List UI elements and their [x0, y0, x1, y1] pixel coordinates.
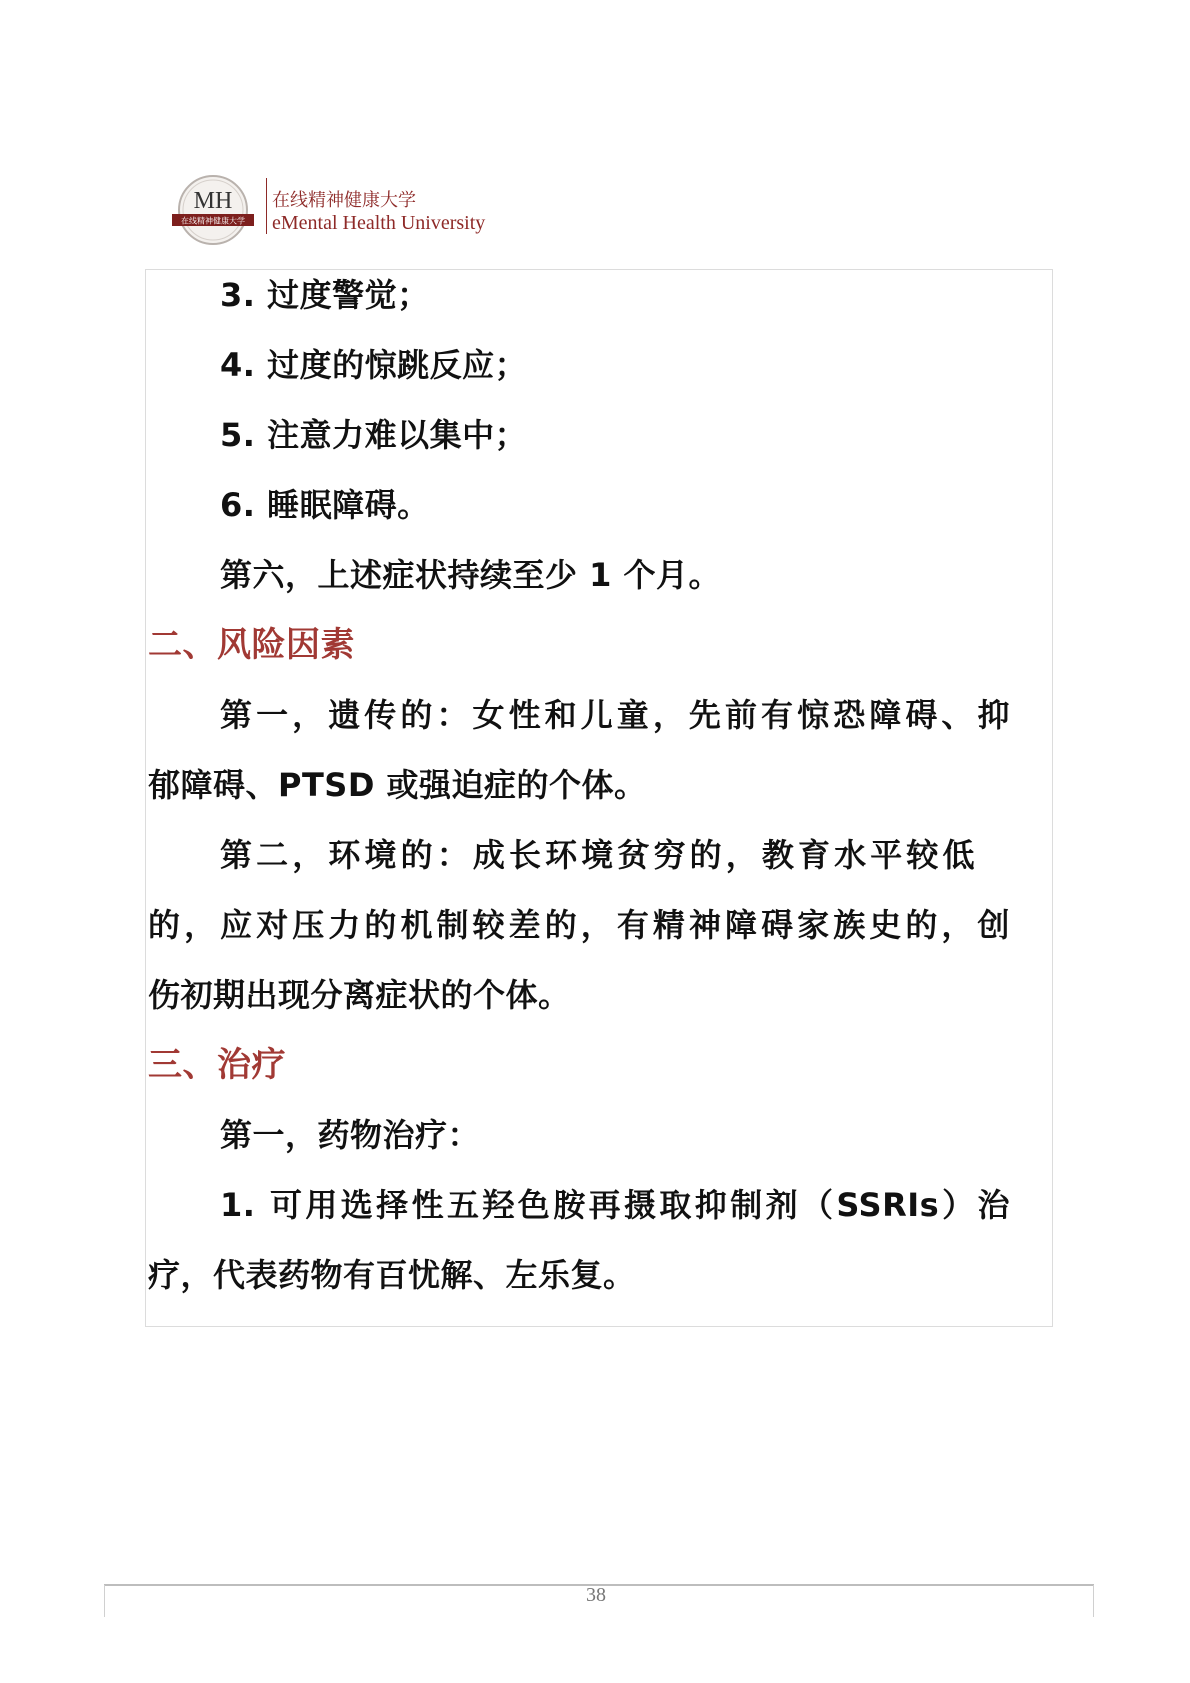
section-heading-risk-factors: 二、风险因素	[148, 625, 355, 665]
brand-name-chinese: 在线精神健康大学	[272, 190, 416, 211]
logo-text: MH	[193, 188, 233, 214]
paragraph-environment-line1: 第二，环境的：成长环境贫穷的，教育水平较低	[220, 836, 975, 874]
header	[172, 174, 502, 246]
paragraph-environment-line3: 伤初期出现分离症状的个体。	[148, 976, 571, 1014]
list-item-5: 5. 注意力难以集中；	[220, 416, 528, 454]
page-number: 38	[586, 1584, 606, 1606]
duration-criterion: 第六，上述症状持续至少 1 个月。	[220, 556, 722, 594]
logo-divider	[266, 178, 267, 234]
university-logo	[172, 174, 254, 246]
paragraph-ssri-line1: 1. 可用选择性五羟色胺再摄取抑制剂（SSRIs）治	[220, 1186, 1010, 1224]
paragraph-genetic-line2: 郁障碍、PTSD 或强迫症的个体。	[148, 766, 647, 804]
list-item-4: 4. 过度的惊跳反应；	[220, 346, 528, 384]
list-item-3: 3. 过度警觉；	[220, 276, 430, 314]
paragraph-medication: 第一，药物治疗：	[220, 1116, 481, 1154]
brand-name-english: eMental Health University	[272, 212, 486, 234]
list-item-6: 6. 睡眠障碍。	[220, 486, 430, 524]
logo-ribbon-text: 在线精神健康大学	[181, 216, 245, 226]
paragraph-ssri-line2: 疗，代表药物有百忧解、左乐复。	[148, 1256, 636, 1294]
footer-tick-right	[1093, 1585, 1094, 1617]
section-heading-treatment: 三、治疗	[148, 1045, 286, 1085]
footer-tick-left	[104, 1585, 105, 1617]
paragraph-environment-line2: 的，应对压力的机制较差的，有精神障碍家族史的，创	[148, 906, 1010, 944]
paragraph-genetic-line1: 第一，遗传的：女性和儿童，先前有惊恐障碍、抑	[220, 696, 1010, 734]
